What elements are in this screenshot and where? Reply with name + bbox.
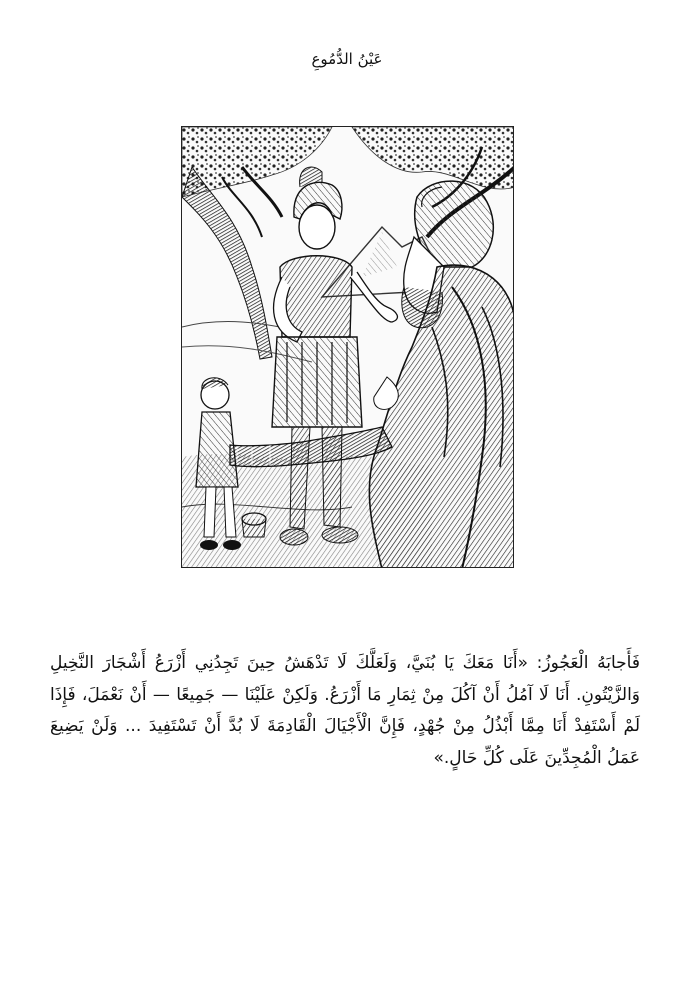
page-title: عَيْنُ الدُّمُوعِ [311,50,383,68]
illustration-drawing [182,127,514,568]
engraving-illustration [181,126,514,568]
story-paragraph: فَأَجابَهُ الْعَجُوزُ: «أَنَا مَعَكَ يَا بُنَيَّ، وَلَعَلَّكَ لَا تَدْهَشُ حِينَ تَجِدُنِي أَزْرَعُ أَشْجَارَ النَّخِيلِ وَالزَّيْتُونِ. أَنَا لَا آمُلُ أَنْ آكُلَ مِنْ ثِمَارِ مَا أَزْرَعُ. وَلَكِنْ عَلَيْنَا — جَمِيعًا — أَنْ نَعْمَلَ، فَإِذَا لَمْ أَسْتَفِدْ أَنَا مِمَّا أَبْذُلُ مِنْ جُهْدٍ، فَإِنَّ الْأَجْيَالَ الْقَادِمَةَ لَا بُدَّ أَنْ تَسْتَفِيدَ ... وَلَنْ يَضِيعَ عَمَلُ الْمُجِدِّينَ عَلَى كُلِّ حَالٍ.» [50,653,640,768]
